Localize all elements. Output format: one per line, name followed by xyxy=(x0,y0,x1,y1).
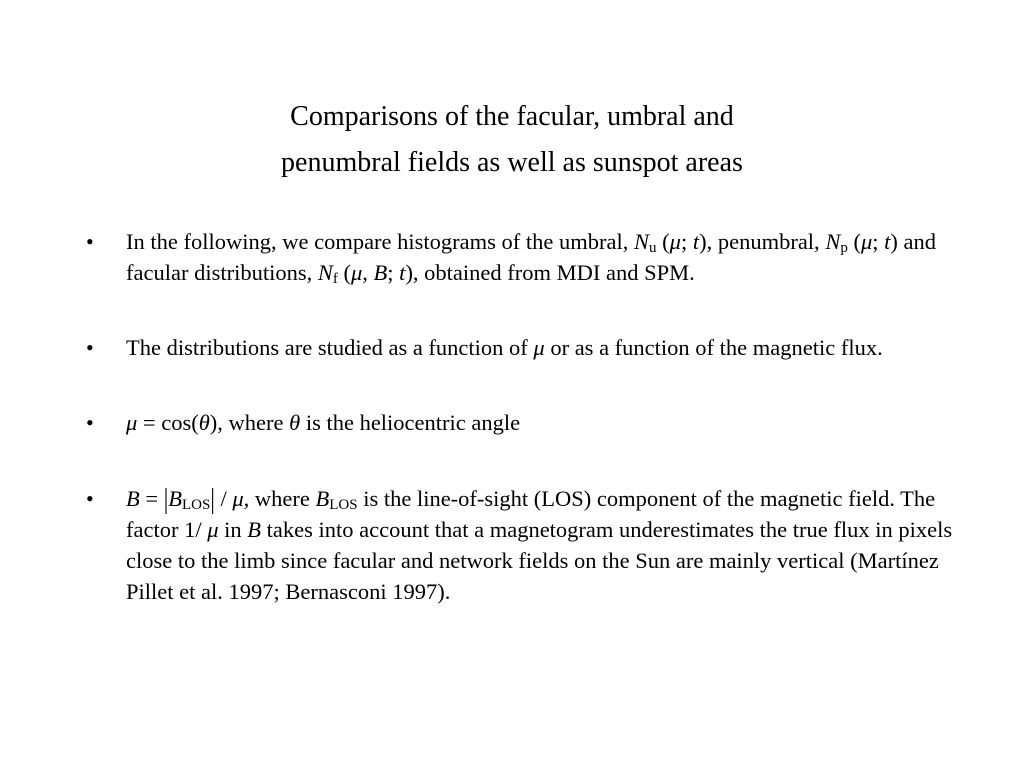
bullet-distributions xyxy=(86,332,956,363)
text: ), penumbral, xyxy=(699,229,826,254)
text: or as a function of the magnetic flux. xyxy=(544,335,883,360)
symbol-theta: θ xyxy=(198,410,210,435)
symbol-t: t xyxy=(399,260,406,285)
text: ; xyxy=(387,260,400,285)
slide-title xyxy=(0,94,1024,186)
symbol-N: N xyxy=(634,229,650,254)
text: is the heliocentric angle xyxy=(300,410,521,435)
text: = xyxy=(139,486,164,511)
bullet-dot: • xyxy=(86,229,94,254)
bullet-dot: • xyxy=(86,486,94,511)
symbol-mu: μ xyxy=(126,410,138,435)
symbol-mu: μ xyxy=(860,229,873,254)
symbol-mu: μ xyxy=(669,229,681,254)
subscript-los: LOS xyxy=(181,497,211,513)
subscript-u: u xyxy=(649,240,657,256)
symbol-B: B xyxy=(168,486,182,511)
text: ( xyxy=(337,260,351,285)
text: ) and facular distributions, xyxy=(126,229,937,285)
symbol-mu: μ xyxy=(207,517,219,542)
title-line-1: Comparisons of the facular, umbral and xyxy=(290,101,734,132)
symbol-N: N xyxy=(825,229,841,254)
text: ), where xyxy=(209,410,290,435)
symbol-t: t xyxy=(692,229,700,254)
text: ( xyxy=(656,229,670,254)
subscript-los: LOS xyxy=(329,497,358,513)
symbol-mu: μ xyxy=(232,486,244,511)
text: , where xyxy=(243,486,316,511)
text: , xyxy=(362,260,374,285)
symbol-t: t xyxy=(884,229,891,254)
text: in xyxy=(218,517,248,542)
text: ( xyxy=(847,229,861,254)
text: The distributions are studied as a function of xyxy=(126,335,534,360)
abs-bar-right: | xyxy=(210,482,215,515)
subscript-f: f xyxy=(332,271,338,287)
subscript-p: p xyxy=(840,240,848,256)
symbol-B: B xyxy=(247,517,262,542)
text: ; xyxy=(680,229,693,254)
bullet-b-definition xyxy=(86,483,956,607)
bullet-mu-definition xyxy=(86,407,956,438)
symbol-B: B xyxy=(373,260,388,285)
symbol-B: B xyxy=(315,486,330,511)
text: = cos( xyxy=(137,410,199,435)
symbol-B: B xyxy=(126,486,140,511)
symbol-theta: θ xyxy=(289,410,301,435)
text: is the line-of-sight (LOS) component of the magnetic field. The factor 1/ xyxy=(126,486,936,542)
symbol-mu: μ xyxy=(350,260,363,285)
bullet-histograms xyxy=(86,226,956,288)
symbol-N: N xyxy=(317,260,333,285)
title-line-2: penumbral fields as well as sunspot areas xyxy=(281,147,743,178)
text: In the following, we compare histograms of the umbral, xyxy=(126,229,634,254)
bullet-dot: • xyxy=(86,410,94,435)
symbol-mu: μ xyxy=(533,335,545,360)
text: ), obtained from MDI and SPM. xyxy=(405,260,695,285)
text: / xyxy=(214,486,233,511)
bullet-dot: • xyxy=(86,335,94,360)
bullet-list xyxy=(86,226,956,607)
text: ; xyxy=(872,229,885,254)
text: takes into account that a magnetogram underestimates the true flux in pixels close to the limb since facular and network fields on the Sun are mainly vertical (Martínez Pillet et al. 1997; Bernasconi 1997). xyxy=(126,517,953,604)
abs-bar-left: | xyxy=(163,482,169,515)
